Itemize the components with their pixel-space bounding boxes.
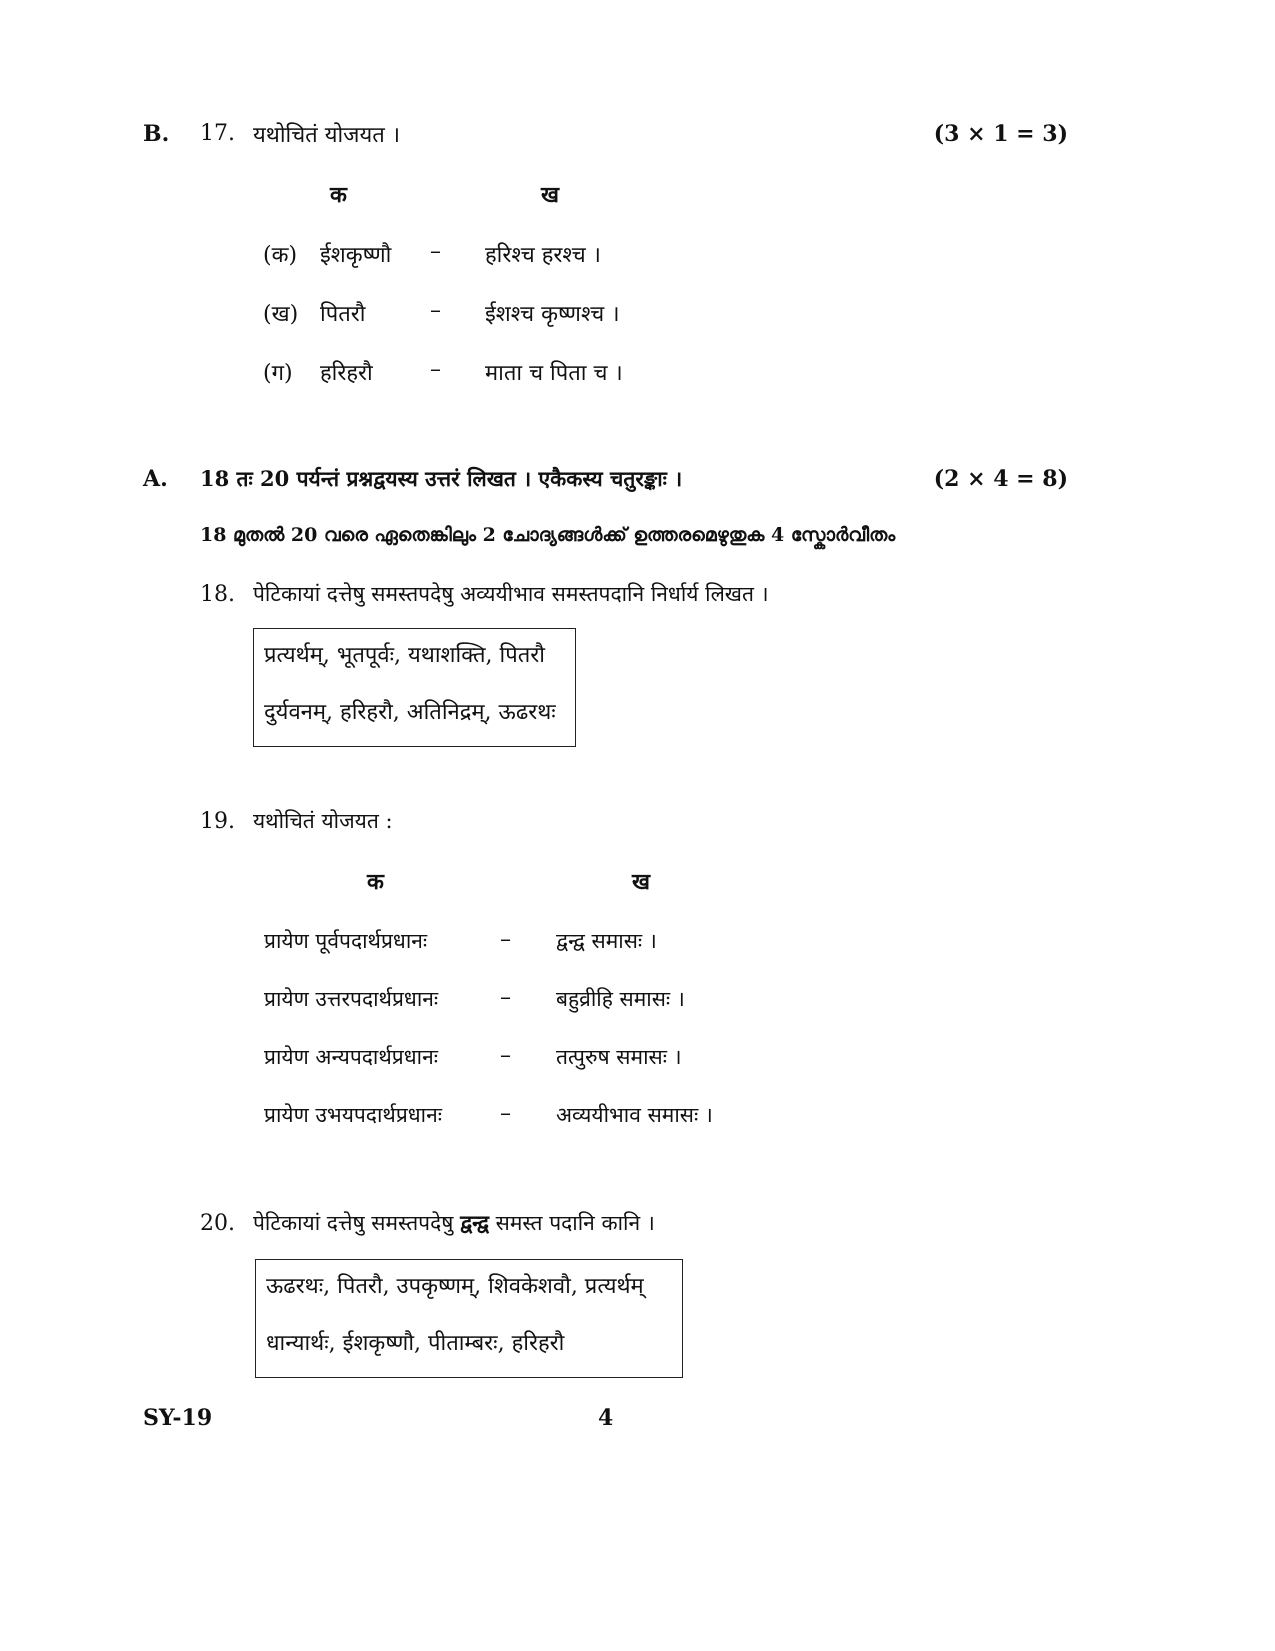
q19-row-right: द्वन्द्व समासः ।: [556, 929, 657, 953]
q19-row-right: अव्ययीभाव समासः ।: [556, 1103, 713, 1127]
q17-row-dash: –: [430, 298, 441, 323]
question-20-word-box: [255, 1259, 683, 1378]
q19-row-right: बहुव्रीहि समासः ।: [556, 987, 685, 1011]
footer-page-number: 4: [598, 1405, 614, 1431]
q17-row-dash: –: [430, 357, 441, 382]
question-17-number: 17.: [200, 121, 235, 146]
q17-row-right: माता च पिता च ।: [485, 361, 623, 386]
q19-row-dash: –: [500, 927, 511, 952]
q20-box-line-2: धान्यार्थः, ईशकृष्णौ, पीताम्बरः, हरिहरौ: [266, 1331, 565, 1356]
question-20-text: [253, 1209, 655, 1237]
q18-box-line-1: प्रत्यर्थम्, भूतपूर्वः, यथाशक्ति, पितरौ: [264, 643, 545, 668]
question-17-marks: (3 × 1 = 3): [933, 121, 1068, 147]
q17-row-key: (क): [263, 243, 298, 268]
q19-row-right: तत्पुरुष समासः ।: [556, 1045, 682, 1069]
q20-text-after: समस्त पदानि कानि ।: [495, 1211, 655, 1235]
section-a-instruction: 18 तः 20 पर्यन्तं प्रश्नद्वयस्य उत्तरं लिखत । एकैकस्य चतुरङ्काः ।: [200, 466, 683, 491]
footer-paper-code: SY-19: [143, 1405, 213, 1431]
q20-text-before: पेटिकायां दत्तेषु समस्तपदेषु: [253, 1211, 454, 1235]
q20-text-bold: द्वन्द्व: [460, 1210, 489, 1235]
q19-column-kha: ख: [632, 869, 650, 895]
question-18-word-box: [253, 628, 576, 747]
question-19-text: यथोचितं योजयत :: [253, 809, 393, 833]
q19-row-left: प्रायेण अन्यपदार्थप्रधानः: [264, 1045, 438, 1069]
q17-row-key: (ग): [263, 361, 293, 386]
question-20-number: 20.: [200, 1211, 235, 1236]
q19-row-left: प्रायेण पूर्वपदार्थप्रधानः: [264, 929, 428, 953]
q19-row-dash: –: [500, 1043, 511, 1068]
q19-row-dash: –: [500, 1101, 511, 1126]
q19-row-left: प्रायेण उभयपदार्थप्रधानः: [264, 1103, 443, 1127]
q17-row-left: हरिहरौ: [320, 361, 373, 386]
question-18-text: पेटिकायां दत्तेषु समस्तपदेषु अव्ययीभाव समस्तपदानि निर्धार्य लिखत ।: [253, 582, 769, 606]
q19-row-dash: –: [500, 985, 511, 1010]
q17-row-left: पितरौ: [320, 302, 366, 327]
q17-row-right: ईशश्च कृष्णश्च ।: [485, 302, 620, 327]
question-19-number: 19.: [200, 809, 235, 834]
q17-row-right: हरिश्च हरश्च ।: [485, 243, 602, 268]
q17-row-key: (ख): [263, 302, 299, 327]
q20-box-line-1: ऊढरथः, पितरौ, उपकृष्णम्, शिवकेशवौ, प्रत्यर्थम्: [266, 1274, 644, 1299]
q18-box-line-2: दुर्यवनम्, हरिहरौ, अतिनिद्रम्, ऊढरथः: [264, 700, 556, 725]
q17-row-left: ईशकृष्णौ: [320, 243, 392, 268]
question-18-number: 18.: [200, 582, 235, 607]
q17-row-dash: –: [430, 239, 441, 264]
q17-column-kha: ख: [541, 182, 559, 208]
section-a-label: A.: [143, 466, 168, 492]
section-b-label: B.: [143, 121, 170, 147]
q19-row-left: प्रायेण उत्तरपदार्थप्रधानः: [264, 987, 439, 1011]
q19-column-ka: क: [367, 869, 384, 895]
question-17-text: यथोचितं योजयत ।: [253, 123, 401, 148]
q17-column-ka: क: [330, 182, 347, 208]
section-a-marks: (2 × 4 = 8): [933, 466, 1068, 492]
section-a-instruction-malayalam: 18 മുതൽ 20 വരെ ഏതെങ്കിലും 2 ചോദ്യങ്ങൾക്ക് ഉത്തരമെഴുതുക 4 സ്കോർവീതം: [200, 524, 896, 546]
